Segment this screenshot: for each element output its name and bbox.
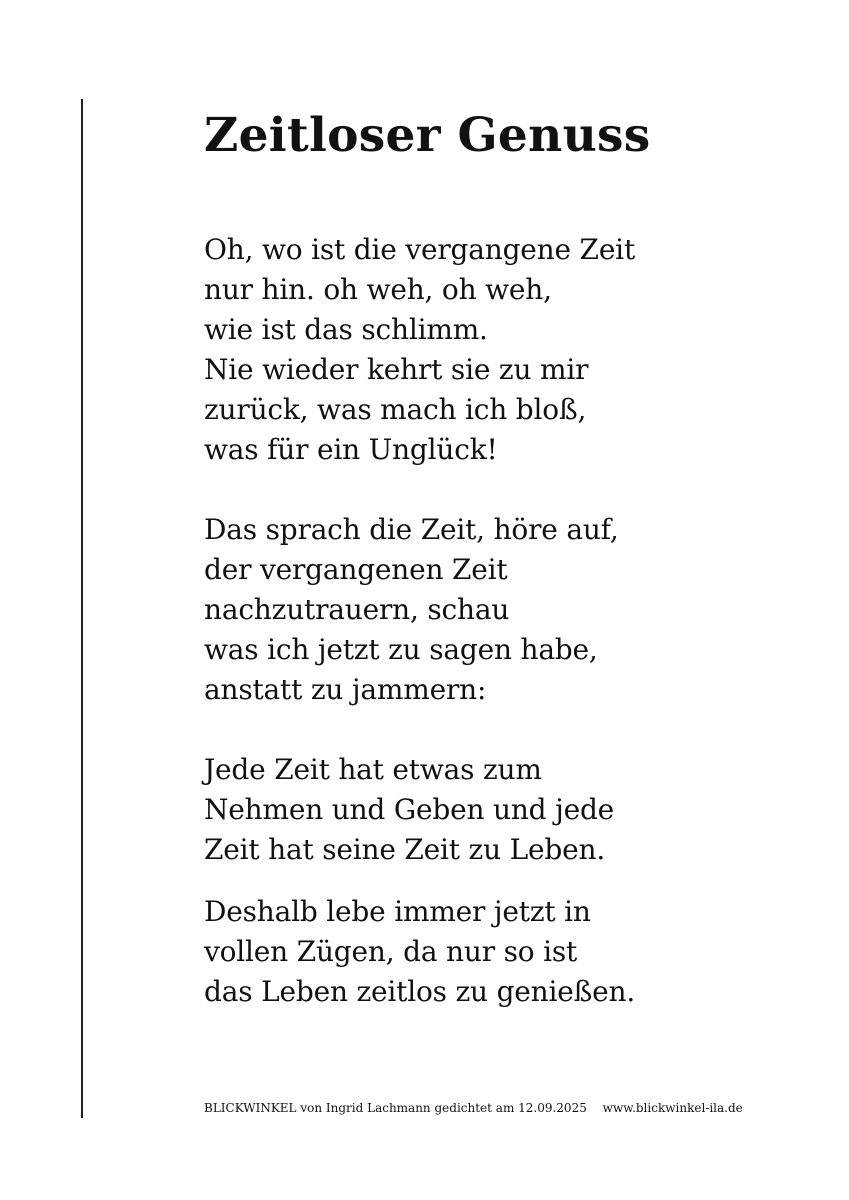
- poem-line: was für ein Unglück!: [204, 433, 498, 466]
- left-margin-rule: [81, 99, 83, 1118]
- poem-line: das Leben zeitlos zu genießen.: [204, 975, 636, 1008]
- poem-line: Nie wieder kehrt sie zu mir: [204, 353, 589, 386]
- stanza-1: [204, 230, 804, 470]
- footer-credit: BLICKWINKEL von Ingrid Lachmann gedichtet am 12.09.2025: [204, 1101, 587, 1115]
- poem-line: anstatt zu jammern:: [204, 673, 487, 706]
- poem-line: nur hin. oh weh, oh weh,: [204, 273, 552, 306]
- stanza-gap: [204, 710, 804, 750]
- footer: [204, 1100, 743, 1116]
- poem-line: was ich jetzt zu sagen habe,: [204, 633, 598, 666]
- stanza-3: [204, 750, 804, 870]
- stanza-4: [204, 892, 804, 1012]
- poem-line: vollen Zügen, da nur so ist: [204, 935, 578, 968]
- poem-line: Zeit hat seine Zeit zu Leben.: [204, 833, 606, 866]
- stanza-gap: [204, 870, 804, 892]
- poem-line: Jede Zeit hat etwas zum: [204, 753, 542, 786]
- stanza-2: [204, 510, 804, 710]
- poem-line: wie ist das schlimm.: [204, 313, 488, 346]
- poem-line: Nehmen und Geben und jede: [204, 793, 615, 826]
- poem-line: nachzutrauern, schau: [204, 593, 510, 626]
- poem-line: Deshalb lebe immer jetzt in: [204, 895, 591, 928]
- poem-line: der vergangenen Zeit: [204, 553, 508, 586]
- poem-line: Das sprach die Zeit, höre auf,: [204, 513, 619, 546]
- footer-website-link[interactable]: www.blickwinkel-ila.de: [602, 1101, 743, 1115]
- poem-title: Zeitloser Genuss: [204, 108, 651, 163]
- poem-body: [204, 230, 804, 1012]
- poem-line: Oh, wo ist die vergangene Zeit: [204, 233, 635, 266]
- stanza-gap: [204, 470, 804, 510]
- poem-line: zurück, was mach ich bloß,: [204, 393, 587, 426]
